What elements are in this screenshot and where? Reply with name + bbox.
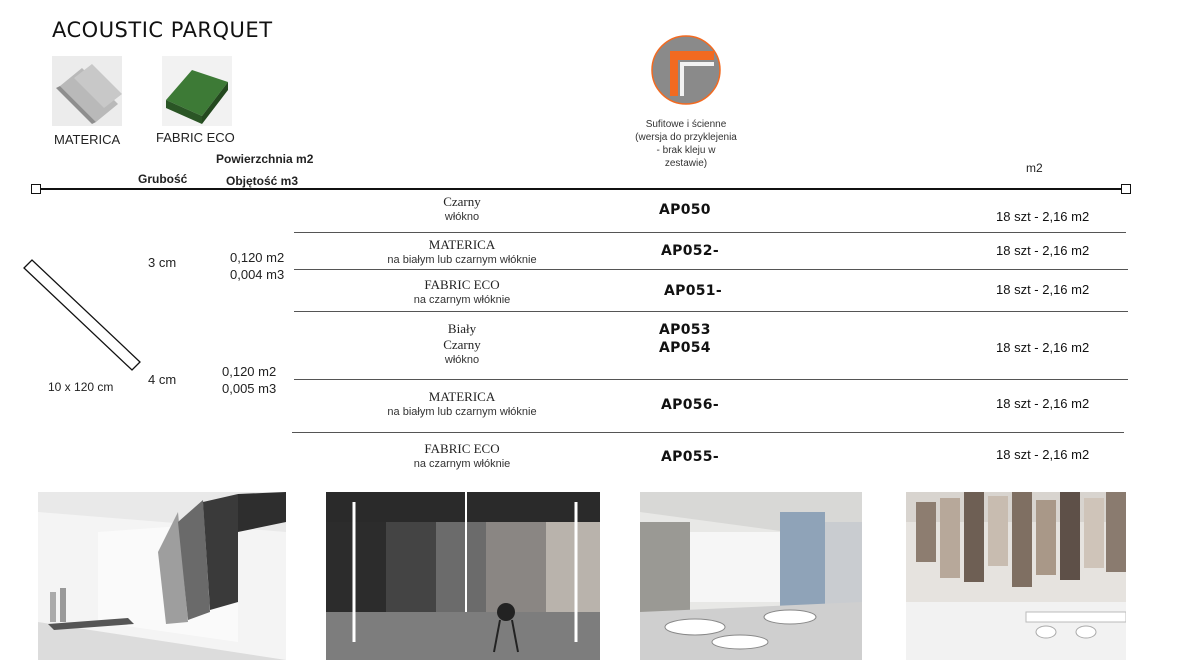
row-material-name: FABRIC ECO bbox=[424, 441, 500, 456]
row-material-sub: na czarnym włóknie bbox=[413, 458, 511, 470]
row-material-sub: włókno bbox=[444, 211, 480, 223]
row-qty: 18 szt - 2,16 m2 bbox=[996, 243, 1090, 258]
volume-header: Objętość m3 bbox=[226, 174, 299, 188]
row-code: AP053 bbox=[659, 322, 711, 338]
row-divider bbox=[292, 432, 1124, 433]
row-divider bbox=[294, 232, 1126, 233]
table-row bbox=[292, 237, 632, 267]
area-header: Powierzchnia m2 bbox=[216, 152, 314, 166]
row-code: AP055- bbox=[661, 449, 719, 465]
row-code: AP051- bbox=[664, 283, 722, 299]
row-divider bbox=[294, 269, 1128, 270]
row-divider bbox=[294, 311, 1128, 312]
group-3cm-area: 0,120 m2 bbox=[230, 250, 285, 265]
group-4cm-thickness: 4 cm bbox=[148, 372, 177, 387]
row-qty: 18 szt - 2,16 m2 bbox=[996, 396, 1090, 411]
group-4cm-area: 0,120 m2 bbox=[222, 364, 277, 379]
table-row bbox=[292, 441, 632, 471]
materica-label: MATERICA bbox=[54, 132, 121, 147]
panel-diagram bbox=[20, 256, 144, 374]
render-dark-corridor bbox=[326, 492, 600, 660]
fabric-eco-swatch bbox=[162, 56, 232, 126]
table-row bbox=[292, 321, 632, 367]
table-row bbox=[292, 194, 632, 224]
row-material-name: MATERICA bbox=[428, 389, 496, 404]
row-material-name: Czarny bbox=[443, 194, 481, 209]
thickness-header: Grubość bbox=[138, 172, 188, 186]
group-3cm-thickness: 3 cm bbox=[148, 255, 177, 270]
row-material-sub: na białym lub czarnym włóknie bbox=[387, 406, 537, 418]
row-divider bbox=[294, 379, 1128, 380]
row-material-name: Biały bbox=[447, 321, 477, 336]
row-material-sub: włókno bbox=[444, 354, 480, 366]
row-qty: 18 szt - 2,16 m2 bbox=[996, 447, 1090, 462]
table-row bbox=[292, 389, 632, 419]
group-3cm-volume: 0,004 m3 bbox=[230, 267, 285, 282]
row-qty: 18 szt - 2,16 m2 bbox=[996, 340, 1090, 355]
panel-size: 10 x 120 cm bbox=[48, 380, 114, 394]
render-restaurant bbox=[640, 492, 862, 660]
render-white-room bbox=[38, 492, 286, 660]
row-code: AP050 bbox=[659, 202, 711, 218]
row-code: AP052- bbox=[661, 243, 719, 259]
ceiling-wall-mount-icon bbox=[650, 34, 722, 106]
table-row bbox=[292, 277, 632, 307]
row-qty: 18 szt - 2,16 m2 bbox=[996, 282, 1090, 297]
row-material-sub: na czarnym włóknie bbox=[413, 294, 511, 306]
materica-swatch bbox=[52, 56, 122, 126]
page-title: ACOUSTIC PARQUET bbox=[52, 18, 273, 42]
fabric-eco-planks-icon bbox=[162, 56, 232, 126]
row-material-name: MATERICA bbox=[428, 237, 496, 252]
rule-right-marker bbox=[1121, 184, 1131, 194]
render-office-ceiling bbox=[906, 492, 1126, 660]
rule-left-marker bbox=[31, 184, 41, 194]
mount-note: Sufitowe i ścienne (wersja do przyklejenia - brak kleju w zestawie) bbox=[635, 119, 737, 169]
row-material-name: FABRIC ECO bbox=[424, 277, 500, 292]
panel-plank-icon bbox=[20, 256, 144, 374]
materica-planks-icon bbox=[52, 56, 122, 126]
m2-header: m2 bbox=[1026, 161, 1043, 175]
row-material-sub: na białym lub czarnym włóknie bbox=[387, 254, 537, 266]
group-4cm-volume: 0,005 m3 bbox=[222, 381, 277, 396]
row-code: AP056- bbox=[661, 397, 719, 413]
header-rule bbox=[36, 188, 1126, 190]
row-code-2: AP054 bbox=[659, 340, 711, 356]
row-material-name-2: Czarny bbox=[443, 337, 481, 352]
row-qty: 18 szt - 2,16 m2 bbox=[996, 209, 1090, 224]
fabric-eco-label: FABRIC ECO bbox=[156, 130, 235, 145]
